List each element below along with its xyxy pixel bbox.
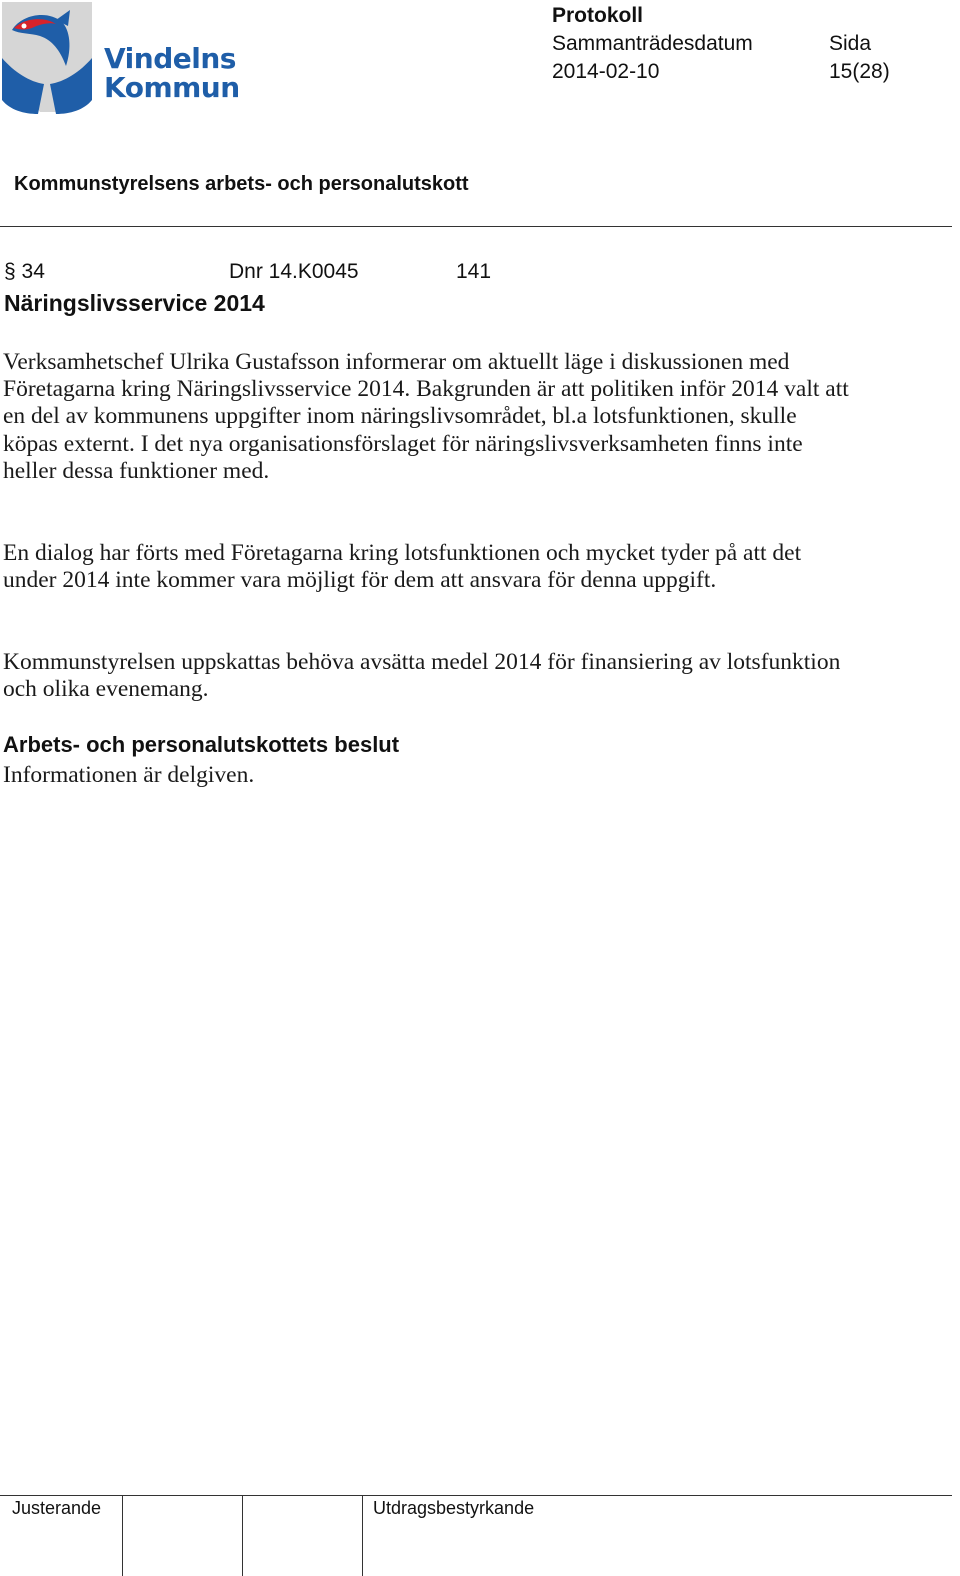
archive-code: 141 [456,260,492,283]
footer-cell-divider [122,1495,123,1576]
logo-line-1: Vindelns [104,42,236,75]
page-number: 15(28) [829,60,890,83]
section-number: § 34 [4,260,45,283]
municipality-logo [0,0,250,120]
document-type: Protokoll [552,4,644,27]
diary-number: Dnr 14.K0045 [229,260,359,283]
page-label: Sida [829,32,872,55]
committee-name: Kommunstyrelsens arbets- och personalutskott [14,173,469,195]
section-title: Näringslivsservice 2014 [4,290,265,316]
footer-cell-divider [362,1495,363,1576]
meeting-date: 2014-02-10 [552,60,660,83]
logo-wordmark [104,44,240,102]
meeting-date-label: Sammanträdesdatum [552,32,753,55]
fish-shield-icon [0,0,100,120]
footer-label-utdragsbestyrkande: Utdragsbestyrkande [373,1498,535,1518]
header-divider [0,226,952,227]
decision-text: Informationen är delgiven. [3,762,255,788]
paragraph: Verksamhetschef Ulrika Gustafsson informerar om aktuellt läge i diskussionen med Företagarna kring Näringslivsservice 2014. Bakgrunden är att politiken inför 2014 valt att en del av kommunens uppgifter inom näringslivsområdet, bl.a lotsfunktionen, skulle köpas externt. I det nya organisationsförslaget för näringslivsverksamheten finns inte heller dessa funktioner med. [3,349,849,484]
footer-cell-divider [242,1495,243,1576]
footer-divider [0,1495,952,1496]
paragraph: En dialog har förts med Företagarna kring lotsfunktionen och mycket tyder på att det under 2014 inte kommer vara möjligt för dem att ansvara för denna uppgift. [3,540,802,594]
decision-heading: Arbets- och personalutskottets beslut [3,732,400,757]
logo-line-2: Kommun [104,71,240,104]
paragraph: Kommunstyrelsen uppskattas behöva avsätta medel 2014 för finansiering av lotsfunktion och olika evenemang. [3,649,841,703]
footer-label-justerande: Justerande [12,1498,102,1518]
